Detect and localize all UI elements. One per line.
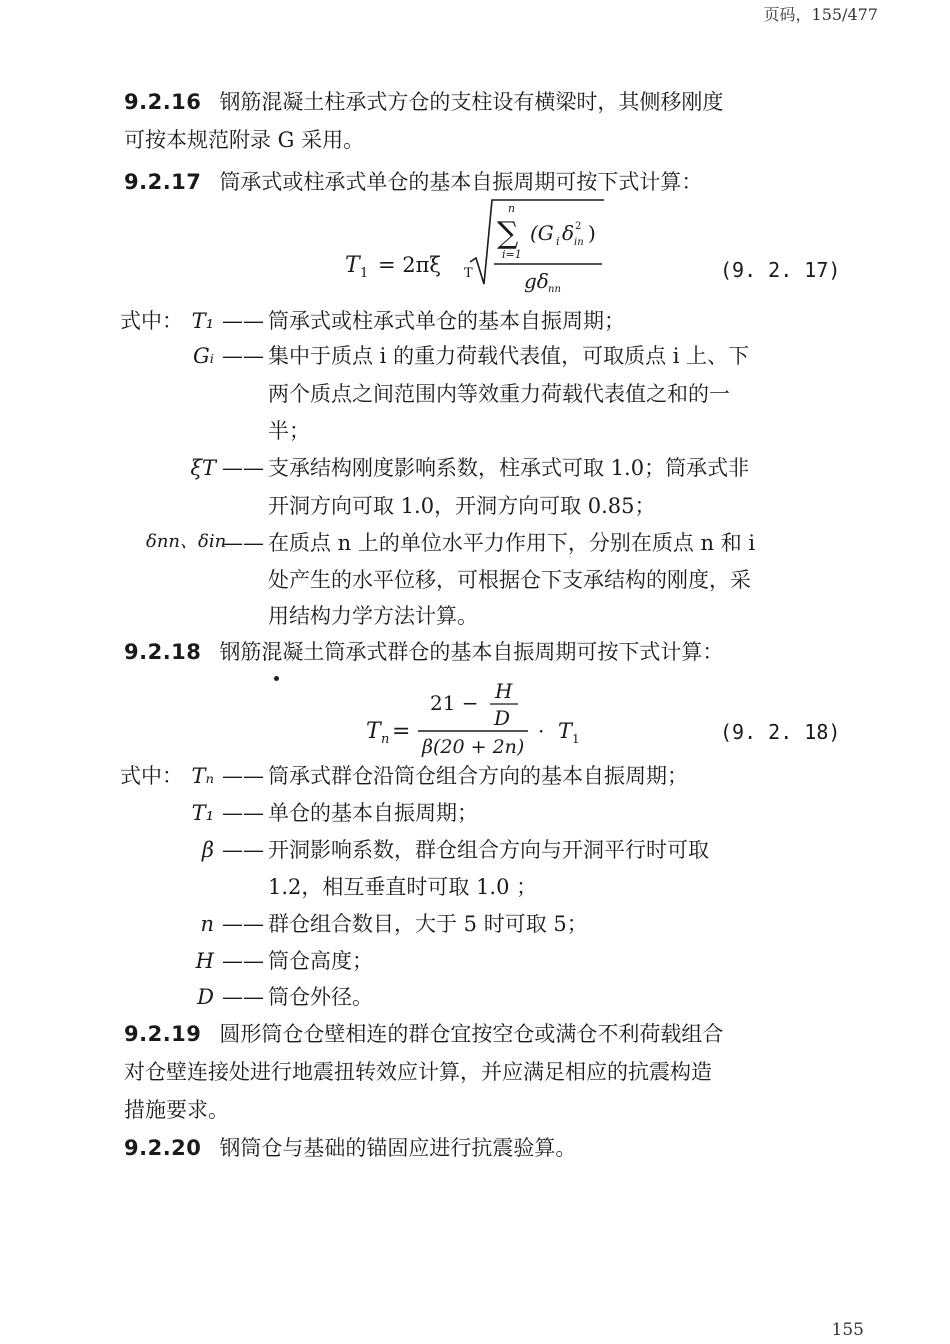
- definition-text: 群仓组合数目，大于 5 时可取 5；: [268, 912, 588, 936]
- definition-dash: ——: [222, 456, 264, 480]
- numerator-21: 21 −: [430, 691, 479, 715]
- formula-lhs: T: [366, 719, 381, 744]
- numerator-delta-sub: in: [574, 237, 584, 248]
- formula-factor: = 2πξ: [378, 253, 441, 277]
- symbol-d: D: [197, 985, 214, 1009]
- clause-number: 9.2.19: [124, 1022, 202, 1046]
- denominator-sub: nn: [548, 284, 561, 295]
- definition-dash: ——: [222, 912, 264, 936]
- inner-frac-bottom: D: [494, 706, 511, 730]
- numerator-g: (G: [530, 221, 554, 245]
- numerator-close: ): [588, 221, 596, 245]
- definition-text: 开洞影响系数，群仓组合方向与开洞平行时可取: [268, 838, 709, 862]
- times-dot: ·: [538, 719, 545, 743]
- symbol-t1: T₁: [191, 309, 214, 333]
- symbol-gi: Gᵢ: [193, 344, 214, 368]
- formula-xi-sub: T: [464, 266, 473, 281]
- definition-text: 1.2，相互垂直时可取 1.0 ；: [268, 875, 538, 899]
- clause-number: 9.2.17: [124, 170, 202, 194]
- clause-9-2-19-cont: 措施要求。: [124, 1098, 229, 1122]
- clause-text: 圆形筒仓仓壁相连的群仓宜按空仓或满仓不利荷载组合: [219, 1022, 724, 1046]
- definition-text: 半；: [268, 419, 310, 443]
- clause-9-2-16-cont: 可按本规范附录 G 采用。: [124, 128, 365, 152]
- formula-lhs: T: [345, 253, 360, 278]
- symbol-beta: β: [201, 838, 214, 862]
- summation-icon: ∑: [497, 216, 519, 251]
- clause-9-2-20: [124, 1138, 576, 1159]
- sum-upper-limit: n: [508, 202, 516, 215]
- symbol-n: n: [200, 912, 214, 936]
- denominator: gδ: [524, 269, 549, 293]
- definition-text: 支承结构刚度影响系数，柱承式可取 1.0；筒承式非: [268, 456, 750, 480]
- definition-text: 用结构力学方法计算。: [268, 604, 478, 628]
- where-prefix: 式中：: [120, 764, 183, 788]
- definition-text: 筒仓高度；: [268, 949, 373, 973]
- formula-equals: =: [392, 719, 411, 744]
- formula-rhs-sub: 1: [572, 732, 580, 746]
- page-counter: 页码，155/477: [763, 5, 878, 24]
- definition-text: 处产生的水平位移，可根据仓下支承结构的刚度，采: [268, 568, 751, 592]
- definition-dash: ——: [222, 838, 264, 862]
- numerator-delta: δ: [562, 221, 575, 245]
- symbol-delta: δnn、δin: [146, 531, 227, 552]
- definition-dash: ——: [222, 949, 264, 973]
- clause-text: 钢筋混凝土柱承式方仓的支柱设有横梁时，其侧移刚度: [219, 90, 724, 114]
- definition-dash: ——: [222, 764, 264, 788]
- equation-number-9-2-17: (9. 2. 17): [720, 258, 841, 282]
- definition-text: 单仓的基本自振周期；: [268, 801, 478, 825]
- definition-text: 筒承式或柱承式单仓的基本自振周期；: [268, 309, 625, 333]
- formula-lhs-sub: 1: [360, 266, 369, 281]
- definition-dash: ——: [222, 801, 264, 825]
- definition-dash: ——: [222, 309, 264, 333]
- definition-dash: ——: [222, 344, 264, 368]
- definition-text: 筒承式群仓沿筒仓组合方向的基本自振周期；: [268, 764, 688, 788]
- symbol-h: H: [195, 949, 214, 973]
- clause-text: 筒承式或柱承式单仓的基本自振周期可按下式计算：: [219, 170, 703, 194]
- clause-number: 9.2.20: [124, 1136, 202, 1160]
- clause-text: 钢筋混凝土筒承式群仓的基本自振周期可按下式计算：: [219, 640, 724, 664]
- definition-dash: ——: [222, 985, 264, 1009]
- definition-text: 开洞方向可取 1.0，开洞方向可取 0.85；: [268, 494, 656, 518]
- sum-lower-limit: i=1: [502, 248, 522, 261]
- definition-text: 集中于质点 i 的重力荷载代表值，可取质点 i 上、下: [268, 344, 750, 368]
- clause-text: 钢筒仓与基础的锚固应进行抗震验算。: [219, 1136, 577, 1160]
- definition-text: 在质点 n 上的单位水平力作用下，分别在质点 n 和 i: [268, 531, 756, 555]
- definition-dash: ——: [222, 531, 264, 555]
- equation-number-9-2-18: (9. 2. 18): [720, 720, 841, 744]
- symbol-t1: T₁: [191, 801, 214, 825]
- formula-rhs: T: [558, 719, 573, 743]
- numerator-delta-sup: 2: [575, 221, 582, 232]
- clause-number: 9.2.18: [124, 640, 202, 664]
- symbol-tn: Tₙ: [191, 764, 214, 788]
- definition-text: 两个质点之间范围内等效重力荷载代表值之和的一: [268, 382, 730, 406]
- clause-number: 9.2.16: [124, 90, 202, 114]
- definition-text: 筒仓外径。: [268, 985, 373, 1009]
- clause-9-2-19: [124, 1024, 723, 1045]
- denominator: β(20 + 2n): [422, 736, 525, 758]
- symbol-xi-t: ξT: [190, 456, 216, 480]
- page-number: 155: [831, 1320, 864, 1340]
- where-prefix: 式中：: [120, 309, 183, 333]
- numerator-g-sub: i: [556, 235, 560, 248]
- formula-lhs-sub: n: [381, 732, 390, 747]
- clause-9-2-19-cont: 对仓壁连接处进行地震扭转效应计算，并应满足相应的抗震构造: [124, 1060, 712, 1084]
- inner-frac-top: H: [495, 679, 513, 703]
